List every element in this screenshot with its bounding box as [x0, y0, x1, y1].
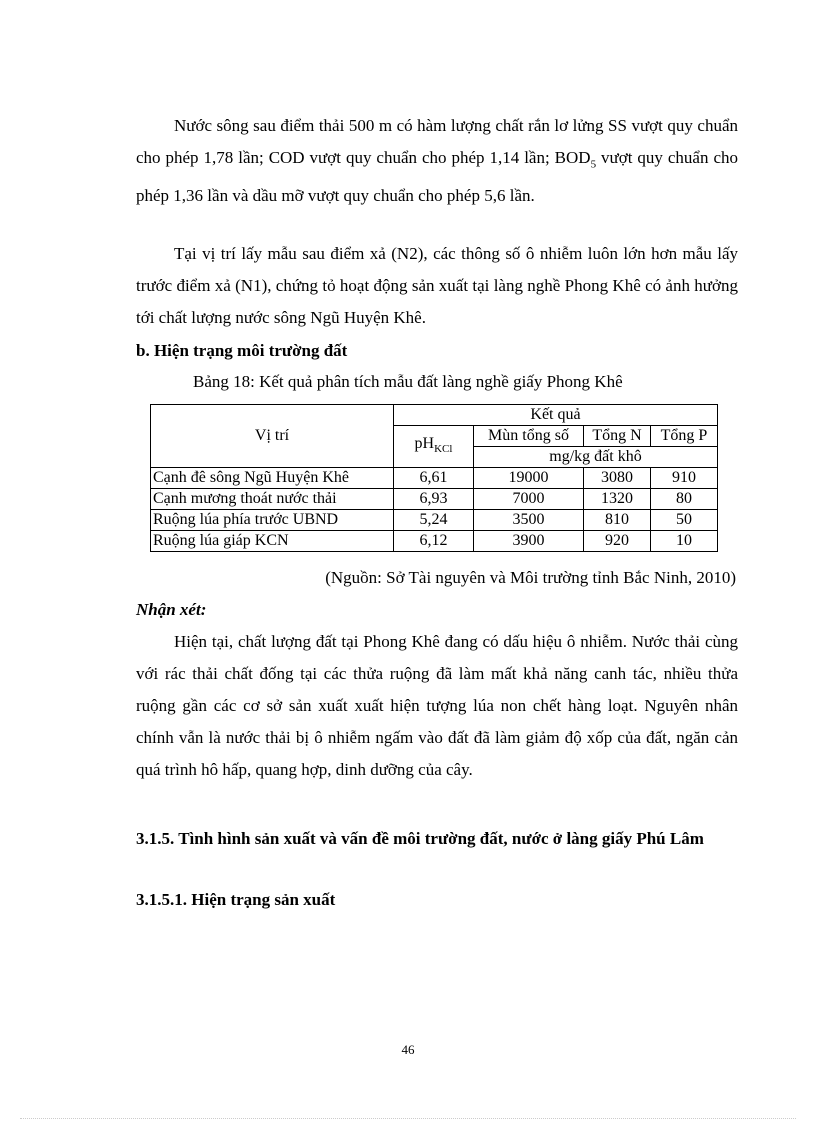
header-ph: $pH_{KCl}$ [394, 426, 474, 468]
table-row [151, 489, 718, 510]
header-location: Vị trí [151, 405, 394, 468]
table-row [151, 531, 718, 552]
table-row [151, 468, 718, 489]
cell-location: Cạnh đê sông Ngũ Huyện Khê [151, 468, 394, 489]
cell-humus: 7000 [474, 489, 584, 510]
paragraph-text: Hiện tại, chất lượng đất tại Phong Khê đang có dấu hiệu ô nhiễm. Nước thải cùng với rác thải chất đống tại các thửa ruộng đã làm mất khả năng canh tác, nhiều thửa ruộng gần các cơ sở sản xuất xuất hiện tượng lúa non chết hàng loạt. Nguyên nhân chính vẫn là nước thải bị ô nhiễm ngấm vào đất đã làm giảm độ xốp của đất, ngăn cản quá trình hô hấp, quang hợp, dinh dưỡng của cây. [136, 632, 738, 779]
cell-n: 3080 [584, 468, 651, 489]
cell-n: 1320 [584, 489, 651, 510]
cell-ph: 6,93 [394, 489, 474, 510]
header-unit: mg/kg đất khô [474, 447, 718, 468]
page-number: 46 [401, 1042, 415, 1057]
table-source: (Nguồn: Sở Tài nguyên và Môi trường tỉnh Bắc Ninh, 2010) [325, 568, 736, 587]
header-total-p: Tổng P [651, 426, 718, 447]
paragraph-text: Tại vị trí lấy mẫu sau điểm xả (N2), các thông số ô nhiễm luôn lớn hơn mẫu lấy trước điểm xả (N1), chứng tỏ hoạt động sản xuất tại làng nghề Phong Khê có ảnh hưởng tới chất lượng nước sông Ngũ Huyện Khê. [136, 244, 738, 327]
cell-humus: 3500 [474, 510, 584, 531]
remark-label: Nhận xét: [136, 600, 207, 619]
paragraph-river-water [136, 110, 738, 212]
paragraph-text-tail: vượt quy chuẩn cho phép 1,36 lần và dầu mỡ vượt quy chuẩn cho phép 5,6 lần. [136, 148, 738, 206]
paragraph-sampling [136, 238, 738, 334]
cell-n: 920 [584, 531, 651, 552]
cell-ph: 6,61 [394, 468, 474, 489]
soil-analysis-table [150, 404, 718, 552]
cell-location: Ruộng lúa giáp KCN [151, 531, 394, 552]
section-heading-3-1-5-1: 3.1.5.1. Hiện trạng sản xuất [136, 890, 336, 909]
cell-n: 810 [584, 510, 651, 531]
header-humus: Mùn tổng số [474, 426, 584, 447]
cell-p: 10 [651, 531, 718, 552]
cell-ph: 5,24 [394, 510, 474, 531]
cell-ph: 6,12 [394, 531, 474, 552]
section-heading-3-1-5: 3.1.5. Tình hình sản xuất và vấn đề môi trường đất, nước ở làng giấy Phú Lâm [136, 829, 704, 848]
cell-p: 80 [651, 489, 718, 510]
cell-p: 50 [651, 510, 718, 531]
table-row [151, 510, 718, 531]
cell-humus: 3900 [474, 531, 584, 552]
cell-humus: 19000 [474, 468, 584, 489]
header-total-n: Tổng N [584, 426, 651, 447]
page-border [20, 1118, 796, 1119]
cell-p: 910 [651, 468, 718, 489]
subscript: 5 [590, 158, 597, 171]
paragraph-text: Nước sông sau điểm thải 500 m có hàm lượng chất rắn lơ lửng SS vượt quy chuẩn cho phép 1,78 lần; COD vượt quy chuẩn cho phép 1,14 lần; BOD [136, 116, 738, 167]
section-heading-b: b. Hiện trạng môi trường đất [136, 341, 348, 360]
table-caption: Bảng 18: Kết quả phân tích mẫu đất làng nghề giấy Phong Khê [193, 372, 623, 391]
header-result: Kết quả [394, 405, 718, 426]
paragraph-remark [136, 626, 738, 786]
cell-location: Ruộng lúa phía trước UBND [151, 510, 394, 531]
cell-location: Cạnh mương thoát nước thải [151, 489, 394, 510]
